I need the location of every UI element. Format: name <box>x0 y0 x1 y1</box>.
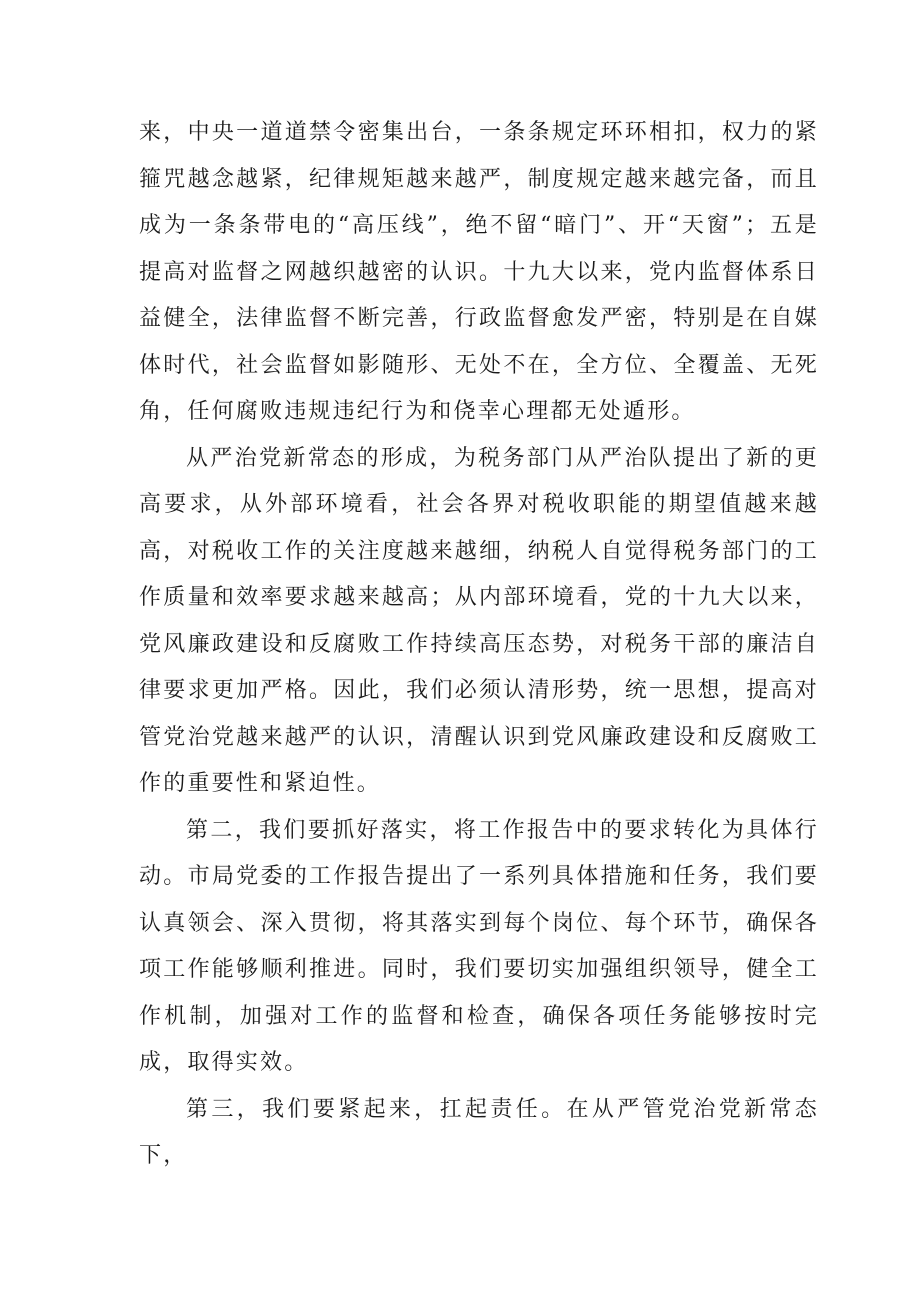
paragraph-third-point: 第三，我们要紧起来，扛起责任。在从严管党治党新常态下， <box>139 1096 819 1168</box>
document-body <box>139 110 819 1180</box>
paragraph-strict-governance: 从严治党新常态的形成，为税务部门从严治队提出了新的更高要求，从外部环境看，社会各界对税收职能的期望值越来越高，对税收工作的关注度越来越细，纳税人自觉得税务部门的工作质量和效率要求越来越高；从内部环境看，党的十九大以来，党风廉政建设和反腐败工作持续高压态势，对税务干部的廉洁自律要求更加严格。因此，我们必须认清形势，统一思想，提高对管党治党越来越严的认识，清醒认识到党风廉政建设和反腐败工作的重要性和紧迫性。 <box>139 445 819 796</box>
paragraph-continuation: 来，中央一道道禁令密集出台，一条条规定环环相扣，权力的紧箍咒越念越紧，纪律规矩越来越严，制度规定越来越完备，而且成为一条条带电的“高压线”，绝不留“暗门”、开“天窗”；五是提高对监督之网越织越密的认识。十九大以来，党内监督体系日益健全，法律监督不断完善，行政监督愈发严密，特别是在自媒体时代，社会监督如影随形、无处不在，全方位、全覆盖、无死角，任何腐败违规违纪行为和侥幸心理都无处遁形。 <box>139 120 819 424</box>
paragraph-second-point: 第二，我们要抓好落实，将工作报告中的要求转化为具体行动。市局党委的工作报告提出了一系列具体措施和任务，我们要认真领会、深入贯彻，将其落实到每个岗位、每个环节，确保各项工作能够顺利推进。同时，我们要切实加强组织领导，健全工作机制，加强对工作的监督和检查，确保各项任务能够按时完成，取得实效。 <box>139 817 819 1075</box>
